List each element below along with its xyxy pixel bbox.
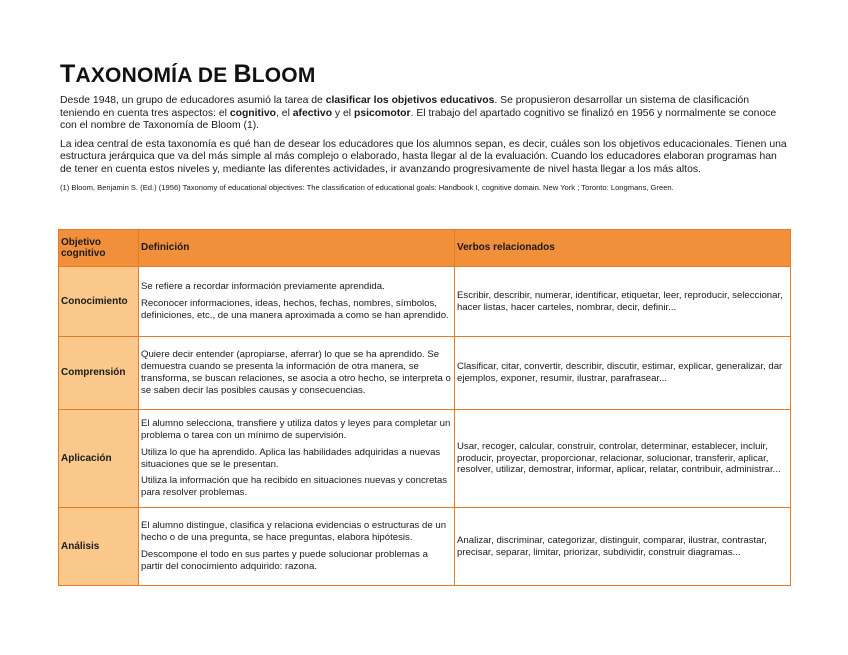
- intro-p1-text-a: Desde 1948, un grupo de educadores asumió la tarea de: [60, 95, 326, 106]
- table-header-row: [59, 230, 791, 267]
- definition-paragraph: Utiliza lo que ha aprendido. Aplica las habilidades adquiridas a nuevas situaciones que se le presentan.: [141, 446, 441, 470]
- intro-paragraph-1: [60, 95, 788, 133]
- row-verbs: Usar, recoger, calcular, construir, controlar, determinar, establecer, incluir, producir, proyectar, proporcionar, relacionar, solucionar, transferir, aplicar, resolver, utilizar, demostrar, informar, aplicar, relatar, contribuir, administrar...: [455, 410, 791, 508]
- definition-paragraph: El alumno selecciona, transfiere y utiliza datos y leyes para completar un problema o tarea con un mínimo de supervisión.: [141, 418, 451, 441]
- row-objective: Análisis: [59, 508, 139, 586]
- row-objective: Comprensión: [59, 337, 139, 410]
- header-verbs: Verbos relacionados: [455, 230, 791, 267]
- row-definition: [139, 337, 455, 410]
- row-definition: [139, 410, 455, 508]
- intro-p1-text-g: y el: [332, 107, 354, 119]
- intro-p1-bold-affective: afectivo: [292, 107, 333, 119]
- intro-p1-text-e: , el: [276, 107, 293, 119]
- header-objective: Objetivo cognitivo: [59, 230, 139, 267]
- definition-paragraph: Reconocer informaciones, ideas, hechos, fechas, nombres, símbolos, definiciones, etc., de una manera aproximada a como se han aprendido.: [141, 298, 449, 321]
- row-verbs: Escribir, describir, numerar, identificar, etiquetar, leer, reproducir, seleccionar, hacer listas, hacer carteles, nombrar, decir, definir...: [455, 267, 791, 337]
- table-row: [59, 508, 791, 586]
- reference-footnote: (1) Bloom, Benjamin S. (Ed.) (1956) Taxonomy of educational objectives: The classification of educational goals: Handbook I, cognitive domain. New York ; Toronto: Longmans, Green.: [60, 182, 674, 192]
- row-definition: [139, 267, 455, 337]
- definition-paragraph: El alumno distingue, clasifica y relaciona evidencias o estructuras de un hecho o de una pregunta, se hace preguntas, elabora hipótesis.: [141, 520, 447, 544]
- definition-paragraph: Descompone el todo en sus partes y puede solucionar problemas a partir del conocimiento adquirido: razona.: [141, 549, 428, 572]
- title-part-1: AXONOMÍA DE: [75, 64, 234, 87]
- title-initial-b: B: [233, 60, 252, 88]
- bloom-table: [58, 229, 791, 586]
- table-row: [59, 267, 791, 337]
- row-objective: Aplicación: [59, 410, 139, 508]
- row-objective: Conocimiento: [59, 267, 139, 337]
- intro-p1-text-c: . Se propusieron desarrollar un sistema de clasificación teniendo en cuenta tres aspectos: el: [60, 95, 750, 119]
- intro-p1-bold-objectives: clasificar los objetivos educativos: [325, 95, 495, 106]
- definition-paragraph: Se refiere a recordar información previamente aprendida.: [141, 281, 385, 293]
- intro-section: [60, 95, 788, 199]
- table-row: [59, 410, 791, 508]
- table-row: [59, 337, 791, 410]
- intro-p1-bold-cognitive: cognitivo: [229, 107, 277, 119]
- row-verbs: Clasificar, citar, convertir, describir, discutir, estimar, explicar, generalizar, dar ejemplos, exponer, resumir, ilustrar, parafrasear...: [455, 337, 791, 410]
- row-verbs: Analizar, discriminar, categorizar, distinguir, comparar, ilustrar, contrastar, precisar, separar, limitar, priorizar, subdividir, construir diagramas...: [455, 508, 791, 586]
- page-title: [60, 60, 316, 89]
- definition-paragraph: Utiliza la información que ha recibido en situaciones nuevas y concretas para resolver problemas.: [141, 475, 448, 499]
- header-definition: Definición: [139, 230, 455, 267]
- title-part-2: LOOM: [251, 64, 316, 87]
- title-initial-t: T: [60, 60, 76, 88]
- row-definition: [139, 508, 455, 586]
- definition-paragraph: Quiere decir entender (apropiarse, aferrar) lo que se ha aprendido. Se demuestra cuando se presenta la información de otra manera, se transforma, se buscan relaciones, se asocia a otro hecho, se interpreta o se saben decir las posibles causas y consecuencias.: [141, 349, 451, 396]
- intro-p1-bold-psychomotor: psicomotor: [354, 107, 411, 119]
- intro-paragraph-2: La idea central de esta taxonomía es qué han de desear los educadores que los alumnos sepan, es decir, cuáles son los objetivos educacionales. Tienen una estructura jerárquica que va del más simple al más complejo o elaborado, hasta llegar al de la evaluación. Cuando los educadores elaboran programas han de tener en cuenta estos niveles y, mediante las diferentes actividades, ir avanzando progresivamente de nivel hasta llegar a los más altos.: [60, 138, 787, 175]
- intro-p1-text-i: . El trabajo del apartado cognitivo se finalizó en 1956 y normalmente se conoce con el nombre de Taxonomía de Bloom (1).: [60, 107, 777, 132]
